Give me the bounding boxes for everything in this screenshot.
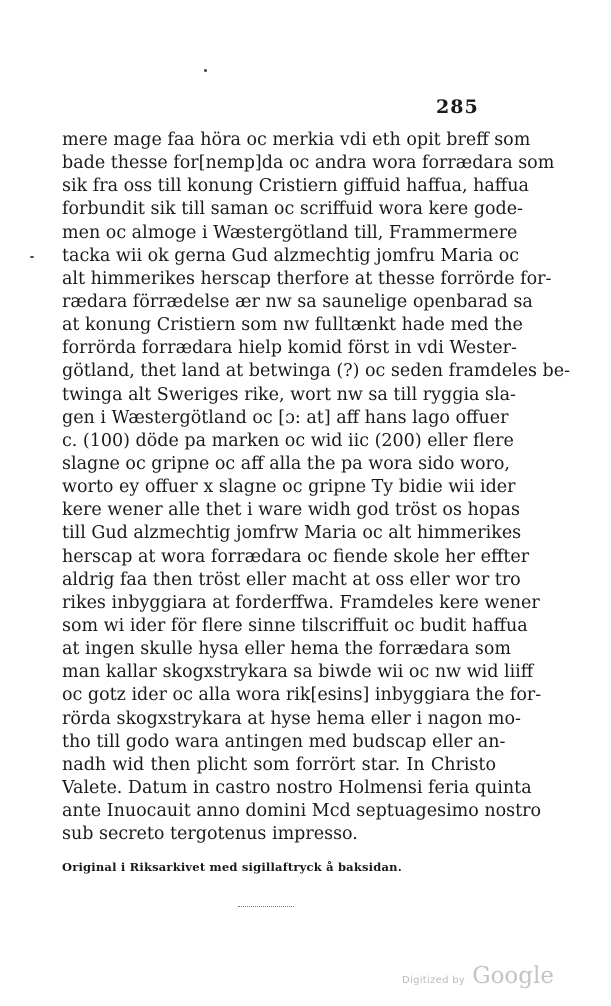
text-line: nadh wid then plicht som forrört star. In Christo [62,754,496,775]
text-line: kere wener alle thet i ware widh god tröst os hopas [62,500,520,521]
text-line: forrörda forrædara hielp komid först in vdi Wester- [62,338,517,359]
archive-footnote: Original i Riksarkivet med sigillaftryck å baksidan. [62,860,402,874]
text-line: slagne oc gripne oc aff alla the pa wora sido woro, [62,453,510,474]
text-line: ante Inuocauit anno domini Mcd septuagesimo nostro [62,801,542,822]
text-line: som wi ider för flere sinne tilscriffuit oc budit haffua [62,615,528,636]
text-line: bade thesse for[nemp]da oc andra wora forrædara som [62,153,555,174]
text-line: oc gotz ider oc alla wora rik[esins] inbyggiara the for- [62,685,542,706]
text-line: at ingen skulle hysa eller hema the forrædara som [62,639,511,660]
separator-rule [238,906,294,907]
text-line: c. (100) döde pa marken oc wid iic (200) eller flere [62,430,514,451]
text-line: men oc almoge i Wæstergötland till, Frammermere [62,222,518,243]
text-line: götland, thet land at betwinga (?) oc seden framdeles be- [62,361,571,382]
text-line: rædara förrædelse ær nw sa saunelige openbarad sa [62,291,533,312]
text-line: gen i Wæstergötland oc [ɔ: at] aff hans lago offuer [62,407,509,428]
text-line: tacka wii ok gerna Gud alzmechtig jomfru Maria oc [62,245,520,266]
letter-text [62,129,571,846]
print-speck [204,69,207,72]
text-line: rörda skogxstrykara at hyse hema eller i nagon mo- [62,708,521,729]
text-line: mere mage faa höra oc merkia vdi eth opit breff som [62,130,531,150]
text-line: worto ey offuer x slagne oc gripne Ty bidie wii ider [62,477,516,498]
text-line: sub secreto tergotenus impresso. [62,824,358,845]
watermark-prefix: Digitized by [402,975,466,986]
text-line: forbundit sik till saman oc scriffuid wora kere gode- [62,199,523,220]
text-line: rikes inbyggiara at forderffwa. Framdeles kere wener [62,592,540,613]
text-line: sik fra oss till konung Cristiern giffuid haffua, haffua [62,176,529,197]
text-line: tho till godo wara antingen med budscap eller an- [62,731,506,752]
text-line: twinga alt Sweriges rike, wort nw sa till ryggia sla- [62,384,516,405]
text-line: man kallar skogxstrykara sa biwde wii oc nw wid liiff [62,662,534,683]
print-speck [30,256,34,258]
page-number: 285 [436,96,479,118]
text-line: herscap at wora forrædara oc fiende skole her effter [62,546,530,567]
text-line: till Gud alzmechtig jomfrw Maria oc alt himmerikes [62,523,522,544]
text-line: alt himmerikes herscap therfore at thesse forrörde for- [62,268,552,289]
text-line: Valete. Datum in castro nostro Holmensi feria quinta [62,777,532,798]
text-line: aldrig faa then tröst eller macht at oss eller wor tro [62,569,521,590]
text-line: at konung Cristiern som nw fulltænkt hade med the [62,315,523,336]
google-logo: Google [472,963,554,989]
digitized-watermark [402,963,554,989]
